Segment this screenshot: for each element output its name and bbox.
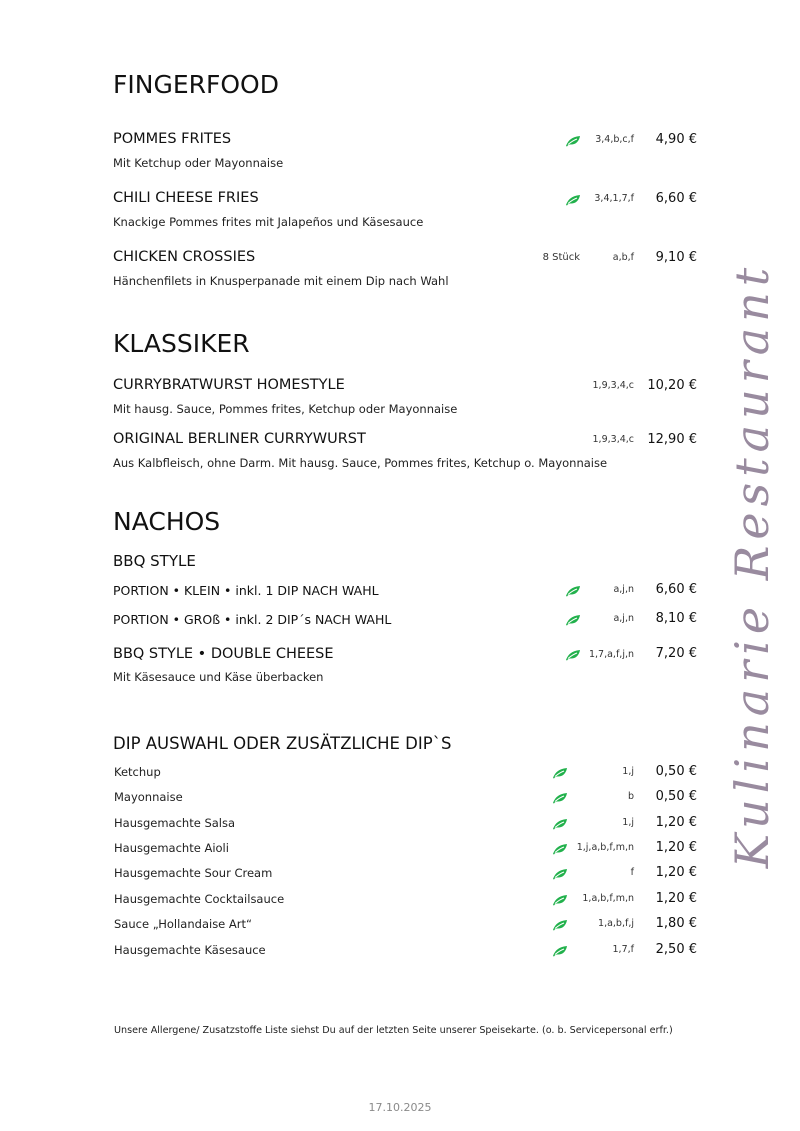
section-title-nachos: NACHOS <box>113 507 221 536</box>
item-description: Mit Ketchup oder Mayonnaise <box>113 156 284 170</box>
vegan-leaf-icon <box>552 818 568 830</box>
section-title-fingerfood: FINGERFOOD <box>113 70 279 99</box>
vegan-leaf-icon <box>552 792 568 804</box>
vegan-leaf-icon <box>565 194 581 206</box>
vegan-leaf-icon <box>552 767 568 779</box>
quantity: 8 Stück <box>542 252 580 263</box>
vegan-leaf-icon <box>552 945 568 957</box>
item-description: Mit hausg. Sauce, Pommes frites, Ketchup oder Mayonnaise <box>113 402 458 416</box>
vegan-leaf-icon <box>552 868 568 880</box>
price: 1,20 € <box>655 891 697 906</box>
price: 1,80 € <box>655 916 697 931</box>
allergens: a,j,n <box>613 613 634 624</box>
price: 4,90 € <box>655 132 697 147</box>
vegan-leaf-icon <box>552 894 568 906</box>
price: 1,20 € <box>655 865 697 880</box>
allergens: 1,j,a,b,f,m,n <box>576 842 634 853</box>
allergens: b <box>627 791 634 802</box>
item-description: Hänchenfilets in Knusperpanade mit einem Dip nach Wahl <box>113 274 449 288</box>
price: 10,20 € <box>647 378 697 393</box>
dip-name: Mayonnaise <box>114 790 183 804</box>
allergens: a,b,f <box>612 252 634 263</box>
price: 0,50 € <box>655 764 697 779</box>
vegan-leaf-icon <box>552 843 568 855</box>
dip-name: Hausgemachte Sour Cream <box>114 866 273 880</box>
allergens: a,j,n <box>613 584 634 595</box>
dip-name: Sauce „Hollandaise Art“ <box>114 917 252 931</box>
item-description: Aus Kalbfleisch, ohne Darm. Mit hausg. Sauce, Pommes frites, Ketchup o. Mayonnaise <box>113 456 608 470</box>
vegan-leaf-icon <box>565 614 581 626</box>
subsection-title-bbq-style: BBQ STYLE <box>113 552 196 570</box>
price: 8,10 € <box>655 611 697 626</box>
price: 1,20 € <box>655 815 697 830</box>
dip-name: Ketchup <box>114 765 161 779</box>
allergens: f <box>630 867 634 878</box>
price: 0,50 € <box>655 789 697 804</box>
allergens: 1,a,b,f,m,n <box>582 893 634 904</box>
dip-name: Hausgemachte Cocktailsauce <box>114 892 285 906</box>
item-name: BBQ STYLE • DOUBLE CHEESE <box>113 646 334 662</box>
item-description: Knackige Pommes frites mit Jalapeños und Käsesauce <box>113 215 424 229</box>
section-title-dips: DIP AUSWAHL ODER ZUSÄTZLICHE DIP`S <box>113 734 452 753</box>
allergens: 1,j <box>622 766 634 777</box>
item-name: CHILI CHEESE FRIES <box>113 190 259 206</box>
item-name: PORTION • KLEIN • inkl. 1 DIP NACH WAHL <box>113 583 379 598</box>
price: 1,20 € <box>655 840 697 855</box>
item-name: CURRYBRATWURST HOMESTYLE <box>113 377 345 393</box>
allergens: 1,j <box>622 817 634 828</box>
price: 2,50 € <box>655 942 697 957</box>
vegan-leaf-icon <box>552 919 568 931</box>
allergens: 1,7,a,f,j,n <box>588 649 634 660</box>
item-name: POMMES FRITES <box>113 131 232 147</box>
price: 7,20 € <box>655 646 697 661</box>
brand-script-logo: Kulinarie Restaurant <box>725 261 779 869</box>
vegan-leaf-icon <box>565 649 581 661</box>
item-name: PORTION • GROß • inkl. 2 DIP´s NACH WAHL <box>113 612 392 627</box>
allergens: 3,4,b,c,f <box>595 134 634 145</box>
print-date: 17.10.2025 <box>368 1101 432 1114</box>
allergens: 1,9,3,4,c <box>592 380 634 391</box>
allergens: 1,7,f <box>612 944 634 955</box>
allergens: 1,a,b,f,j <box>598 918 634 929</box>
price: 12,90 € <box>647 432 697 447</box>
item-description: Mit Käsesauce und Käse überbacken <box>113 670 324 684</box>
item-name: CHICKEN CROSSIES <box>113 249 256 265</box>
section-title-klassiker: KLASSIKER <box>113 329 250 358</box>
allergens: 1,9,3,4,c <box>592 434 634 445</box>
price: 6,60 € <box>655 191 697 206</box>
dip-name: Hausgemachte Käsesauce <box>114 943 266 957</box>
dip-name: Hausgemachte Salsa <box>114 816 236 830</box>
allergens: 3,4,1,7,f <box>594 193 634 204</box>
vegan-leaf-icon <box>565 135 581 147</box>
allergen-footnote: Unsere Allergene/ Zusatzstoffe Liste siehst Du auf der letzten Seite unserer Speisekarte. (o. b. Servicepersonal erfr.) <box>114 1025 673 1036</box>
vegan-leaf-icon <box>565 585 581 597</box>
price: 9,10 € <box>655 250 697 265</box>
dip-name: Hausgemachte Aioli <box>114 841 229 855</box>
item-name: ORIGINAL BERLINER CURRYWURST <box>113 431 366 447</box>
price: 6,60 € <box>655 582 697 597</box>
